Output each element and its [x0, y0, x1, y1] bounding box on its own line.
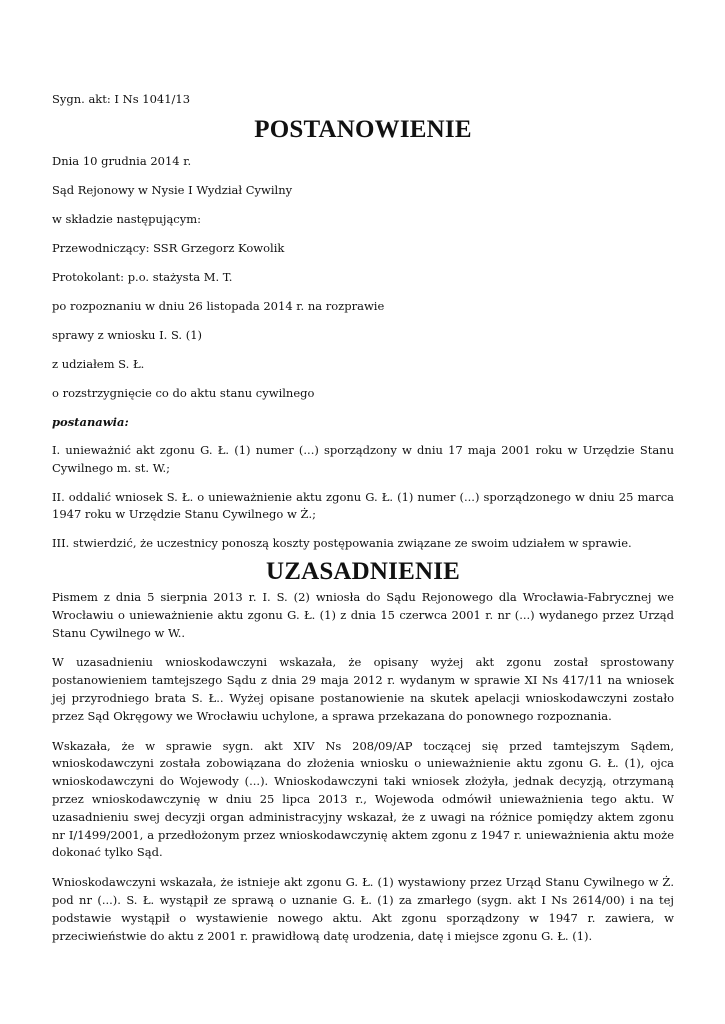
justification-paragraph: Wskazała, że w sprawie sygn. akt XIV Ns 208/09/AP toczącej się przed tamtejszym Sądem, wnioskodawczyni została zobowiązana do złożenia wniosku o unieważnienie aktu zgonu G. Ł. (1), ojca wnioskodawczyni do Wojewody (...). Wnioskodawczyni taki wniosek złożyła, jednak decyzją, otrzymaną przez wnioskodawczynię w dniu 25 lipca 2013 r., Wojewoda odmówił unieważnienia tego aktu. W uzasadnieniu swej decyzji organ administracyjny wskazał, że z uwagi na różnice pomiędzy aktem zgonu nr I/1499/2001, a przedłożonym przez wnioskodawczynię aktem zgonu z 1947 r. unieważnienia aktu może dokonać tylko Sąd. [52, 738, 674, 860]
intro-subject: o rozstrzygnięcie co do aktu stanu cywilnego [52, 386, 315, 400]
ruling-point: I. unieważnić akt zgonu G. Ł. (1) numer (...) sporządzony w dniu 17 maja 2001 roku w Urzędzie Stanu Cywilnego m. st. W.; [52, 443, 674, 475]
case-signature: Sygn. akt: I Ns 1041/13 [52, 92, 191, 106]
ruling-point: II. oddalić wniosek S. Ł. o unieważnienie aktu zgonu G. Ł. (1) numer (...) sporządzonego w dniu 25 marca 1947 roku w Urzędzie Stanu Cywilnego w Ż.; [52, 489, 674, 522]
document-page [52, 92, 674, 945]
intro-clerk: Protokolant: p.o. stażysta M. T. [52, 270, 233, 284]
justification-title: UZASADNIENIE [265, 557, 461, 585]
justification-paragraph: Pismem z dnia 5 sierpnia 2013 r. I. S. (2) wniosła do Sądu Rejonowego dla Wrocławia-Fabrycznej we Wrocławiu o unieważnienie aktu zgonu G. Ł. (1) z dnia 15 czerwca 2001 r. nr (...) wydanego przez Urząd Stanu Cywilnego w W.. [52, 589, 674, 640]
ruling-point: III. stwierdzić, że uczestnicy ponoszą koszty postępowania związane ze swoim udziałem w sprawie. [52, 536, 632, 551]
intro-court: Sąd Rejonowy w Nysie I Wydział Cywilny [52, 183, 293, 197]
intro-case: sprawy z wniosku I. S. (1) [52, 328, 203, 342]
justification-paragraph: W uzasadnieniu wnioskodawczyni wskazała, że opisany wyżej akt zgonu został sprostowany postanowieniem tamtejszego Sądu z dnia 29 maja 2012 r. wydanym w sprawie XI Ns 417/11 na wniosek jej przyrodniego brata S. Ł.. Wyżej opisane postanowienie na skutek apelacji wnioskodawczyni zostało przez Sąd Okręgowy we Wrocławiu uchylone, a sprawa przekazana do ponownego rozpoznania. [52, 655, 674, 723]
justification-paragraph: Wnioskodawczyni wskazała, że istnieje akt zgonu G. Ł. (1) wystawiony przez Urząd Stanu Cywilnego w Ż. pod nr (...). S. Ł. wystąpił ze sprawą o uznanie G. Ł. (1) za zmarłego (sygn. akt I Ns 2614/00) i na tej podstawie wystąpił o wystawienie nowego aktu. Akt zgonu sporządzony w 1947 r. zawiera, w przeciwieństwie do aktu z 2001 r. prawidłową datę urodzenia, datę i miejsce zgonu G. Ł. (1). [52, 875, 674, 943]
ruling-heading: postanawia: [52, 415, 129, 429]
intro-participant: z udziałem S. Ł. [52, 357, 145, 371]
document-title: POSTANOWIENIE [254, 116, 472, 143]
intro-presiding-judge: Przewodniczący: SSR Grzegorz Kowolik [52, 241, 285, 255]
intro-composition: w składzie następującym: [52, 212, 202, 226]
intro-hearing: po rozpoznaniu w dniu 26 listopada 2014 r. na rozprawie [52, 299, 385, 313]
intro-date: Dnia 10 grudnia 2014 r. [52, 154, 192, 168]
